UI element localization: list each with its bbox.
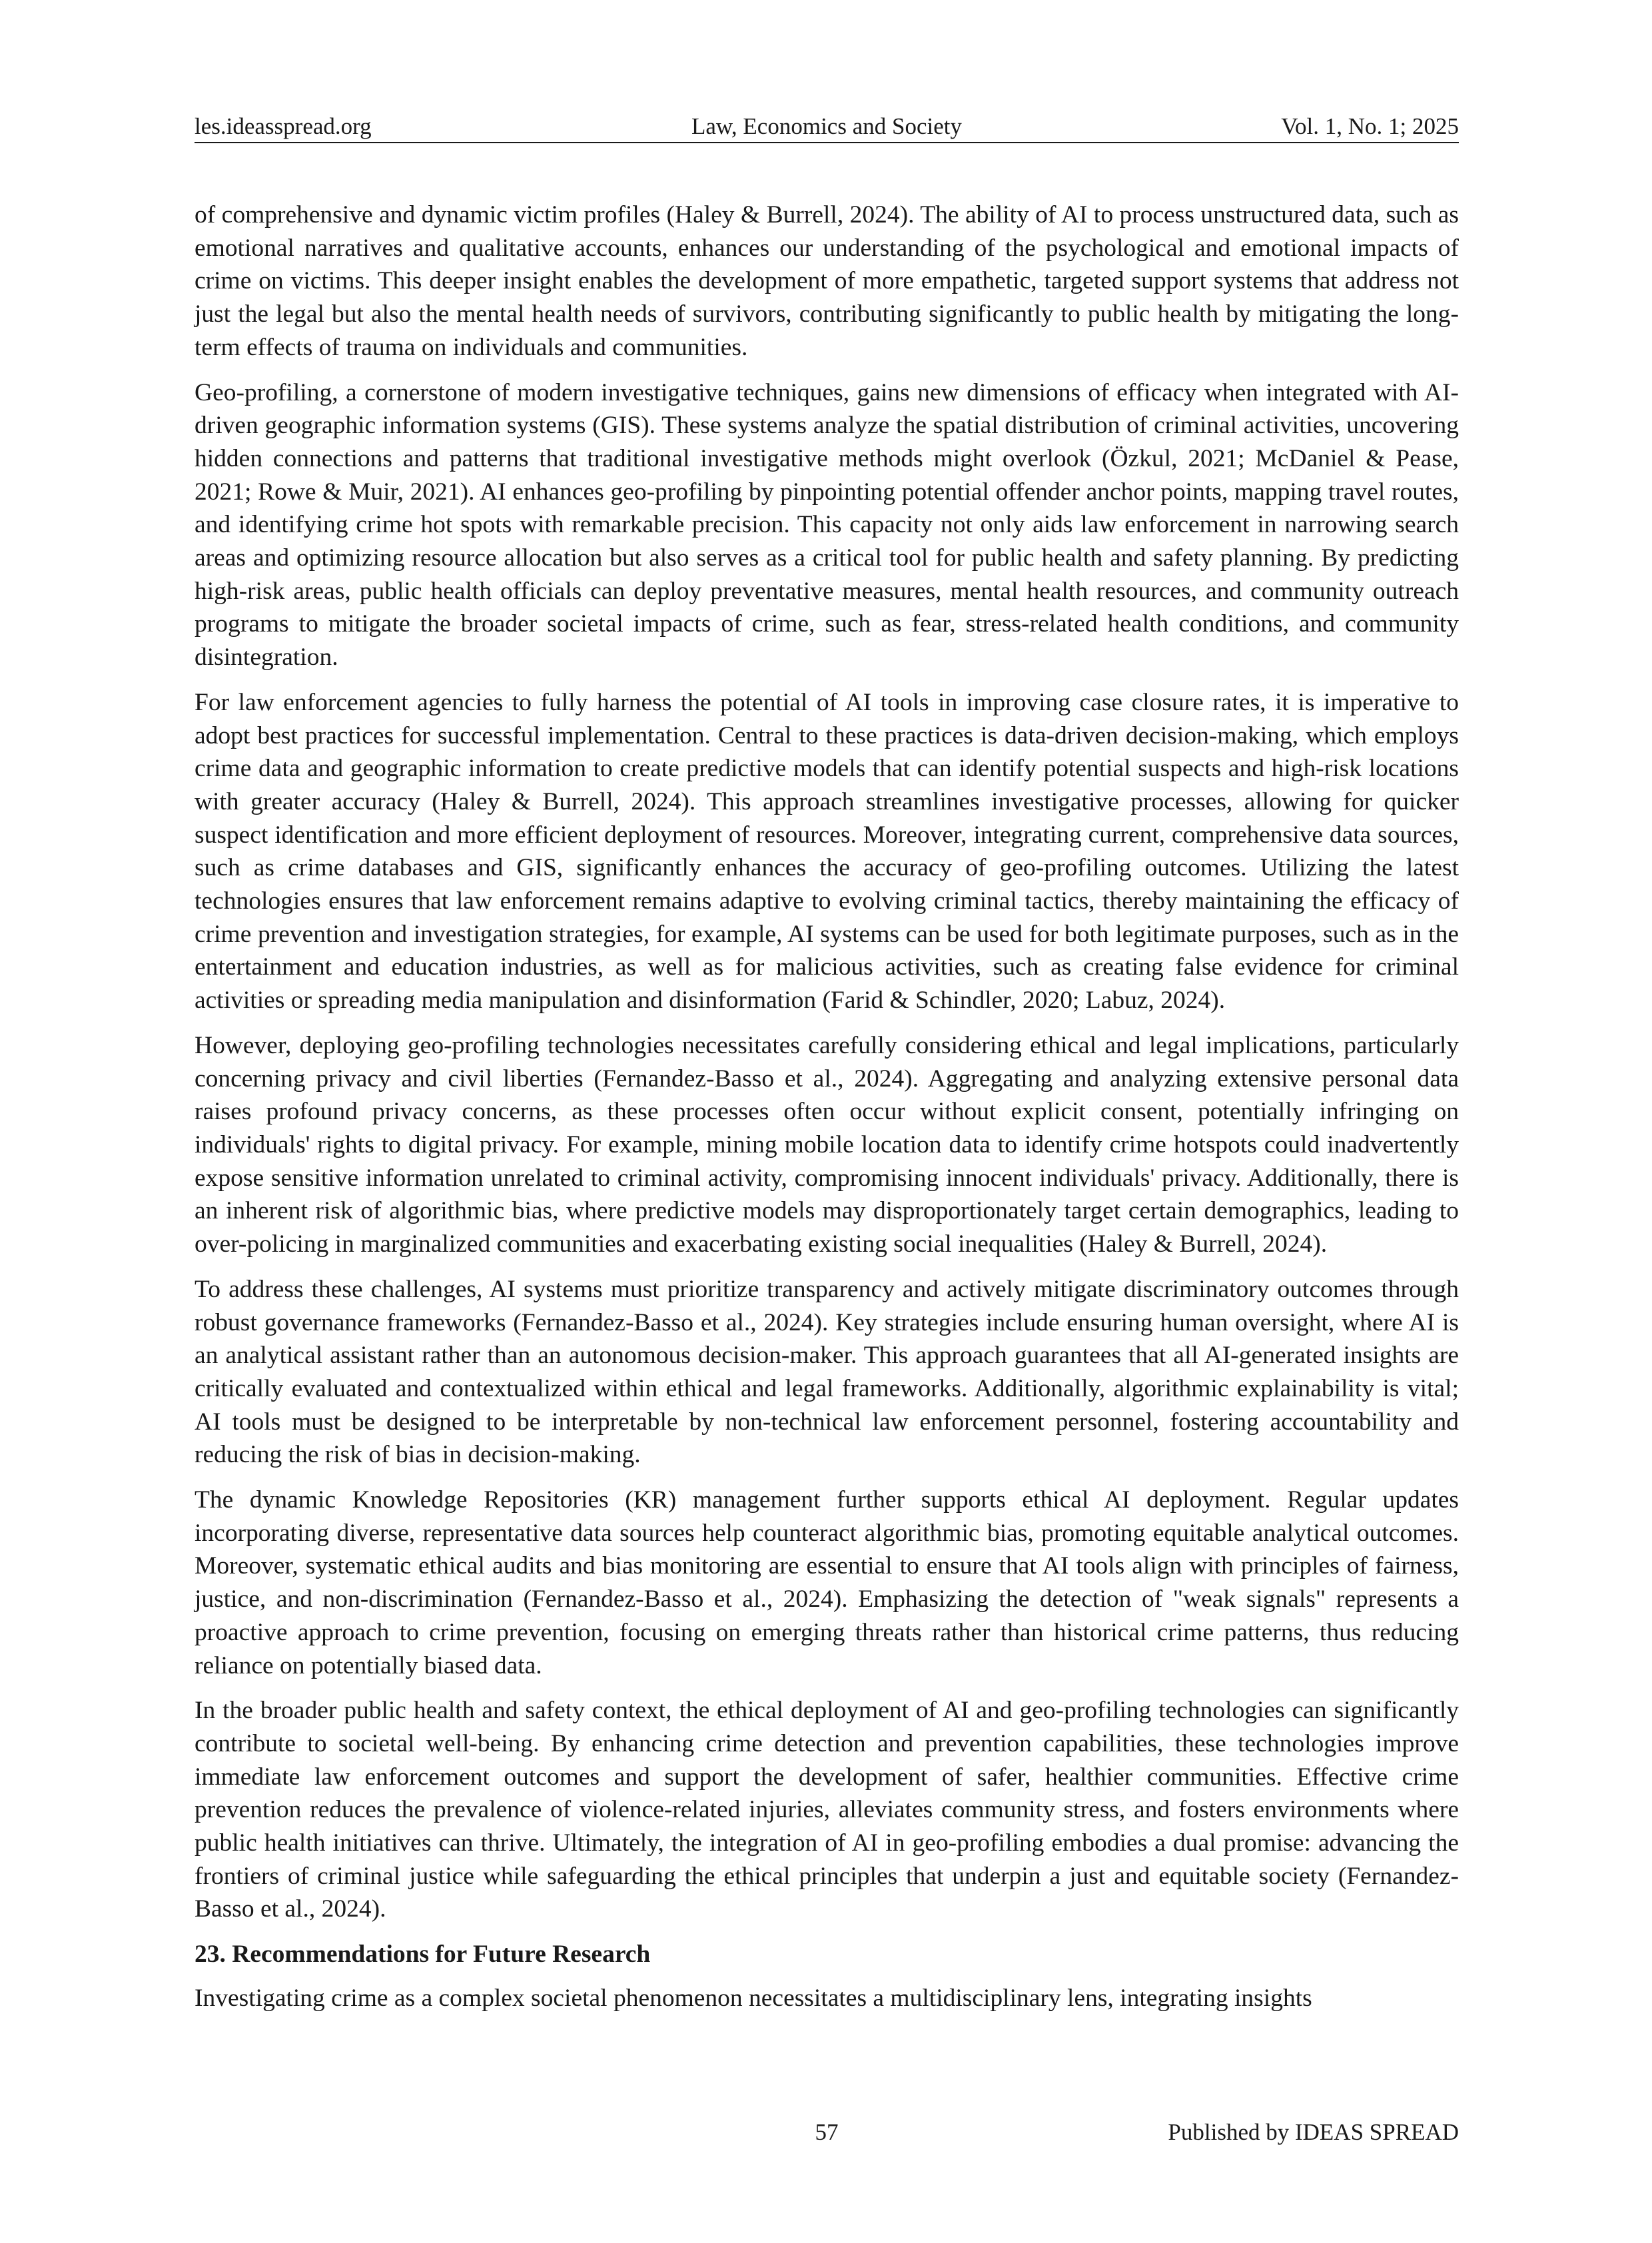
page-number: 57 xyxy=(815,2119,839,2145)
paragraph: For law enforcement agencies to fully harness the potential of AI tools in improving case closure rates, it is imperative to adopt best practices for successful implementation. Central to these practices is data-driven decision-making, which employs crime data and geographic information to create predictive models that can identify potential suspects and high-risk locations with greater accuracy (Haley & Burrell, 2024). This approach streamlines investigative processes, allowing for quicker suspect identification and more efficient deployment of resources. Moreover, integrating current, comprehensive data sources, such as crime databases and GIS, significantly enhances the accuracy of geo-profiling outcomes. Utilizing the latest technologies ensures that law enforcement remains adaptive to evolving criminal tactics, thereby maintaining the efficacy of crime prevention and investigation strategies, for example, AI systems can be used for both legitimate purposes, such as in the entertainment and education industries, as well as for malicious activities, such as creating false evidence for criminal activities or spreading media manipulation and disinformation (Farid & Schindler, 2020; Labuz, 2024). xyxy=(195,688,1459,1015)
header-journal: Law, Economics and Society xyxy=(691,113,962,139)
running-footer xyxy=(195,2116,1459,2148)
paragraph: In the broader public health and safety context, the ethical deployment of AI and geo-profiling technologies can significantly contribute to societal well-being. By enhancing crime detection and prevention capabilities, these technologies improve immediate law enforcement outcomes and support the development of safer, healthier communities. Effective crime prevention reduces the prevalence of violence-related injuries, alleviates community stress, and fosters environments where public health initiatives can thrive. Ultimately, the integration of AI in geo-profiling embodies a dual promise: advancing the frontiers of criminal justice while safeguarding the ethical principles that underpin a just and equitable society (Fernandez-Basso et al., 2024). xyxy=(195,1697,1459,1923)
paragraph: The dynamic Knowledge Repositories (KR) management further supports ethical AI deployment. Regular updates incorporating diverse, representative data sources help counteract algorithmic bias, promoting equitable analytical outcomes. Moreover, systematic ethical audits and bias monitoring are essential to ensure that AI tools align with principles of fairness, justice, and non-discrimination (Fernandez-Basso et al., 2024). Emphasizing the detection of "weak signals" represents a proactive approach to crime prevention, focusing on emerging threats rather than historical crime patterns, thus reducing reliance on potentially biased data. xyxy=(195,1486,1459,1679)
paragraph: Geo-profiling, a cornerstone of modern investigative techniques, gains new dimensions of efficacy when integrated with AI-driven geographic information systems (GIS). These systems analyze the spatial distribution of criminal activities, uncovering hidden connections and patterns that traditional investigative methods might overlook (Özkul, 2021; McDaniel & Pease, 2021; Rowe & Muir, 2021). AI enhances geo-profiling by pinpointing potential offender anchor points, mapping travel routes, and identifying crime hot spots with remarkable precision. This capacity not only aids law enforcement in narrowing search areas and optimizing resource allocation but also serves as a critical tool for public health and safety planning. By predicting high-risk areas, public health officials can deploy preventative measures, mental health resources, and community outreach programs to mitigate the broader societal impacts of crime, such as fear, stress-related health conditions, and community disintegration. xyxy=(195,378,1459,672)
page-body xyxy=(195,199,1459,2027)
running-header xyxy=(195,111,1459,143)
header-divider xyxy=(195,142,1459,143)
section-heading: 23. Recommendations for Future Research xyxy=(195,1941,651,1969)
footer-publisher: Published by IDEAS SPREAD xyxy=(1168,2119,1459,2145)
paragraph: To address these challenges, AI systems must prioritize transparency and actively mitigate discriminatory outcomes through robust governance frameworks (Fernandez-Basso et al., 2024). Key strategies include ensuring human oversight, where AI is an analytical assistant rather than an autonomous decision-maker. This approach guarantees that all AI-generated insights are critically evaluated and contextualized within ethical and legal frameworks. Additionally, algorithmic explainability is vital; AI tools must be designed to be interpretable by non-technical law enforcement personnel, fostering accountability and reducing the risk of bias in decision-making. xyxy=(195,1275,1459,1469)
header-volume: Vol. 1, No. 1; 2025 xyxy=(1281,113,1459,139)
paragraph: However, deploying geo-profiling technologies necessitates carefully considering ethical and legal implications, particularly concerning privacy and civil liberties (Fernandez-Basso et al., 2024). Aggregating and analyzing extensive personal data raises profound privacy concerns, as these processes often occur without explicit consent, potentially infringing on individuals' rights to digital privacy. For example, mining mobile location data to identify crime hotspots could inadvertently expose sensitive information unrelated to criminal activity, compromising innocent individuals' privacy. Additionally, there is an inherent risk of algorithmic bias, where predictive models may disproportionately target certain demographics, leading to over-policing in marginalized communities and exacerbating existing social inequalities (Haley & Burrell, 2024). xyxy=(195,1031,1459,1258)
paragraph: Investigating crime as a complex societal phenomenon necessitates a multidisciplinary lens, integrating insights xyxy=(195,1984,1312,2012)
header-site: les.ideasspread.org xyxy=(195,113,372,139)
paragraph: of comprehensive and dynamic victim profiles (Haley & Burrell, 2024). The ability of AI to process unstructured data, such as emotional narratives and qualitative accounts, enhances our understanding of the psychological and emotional impacts of crime on victims. This deeper insight enables the development of more empathetic, targeted support systems that address not just the legal but also the mental health needs of survivors, contributing significantly to public health by mitigating the long-term effects of trauma on individuals and communities. xyxy=(195,201,1459,361)
